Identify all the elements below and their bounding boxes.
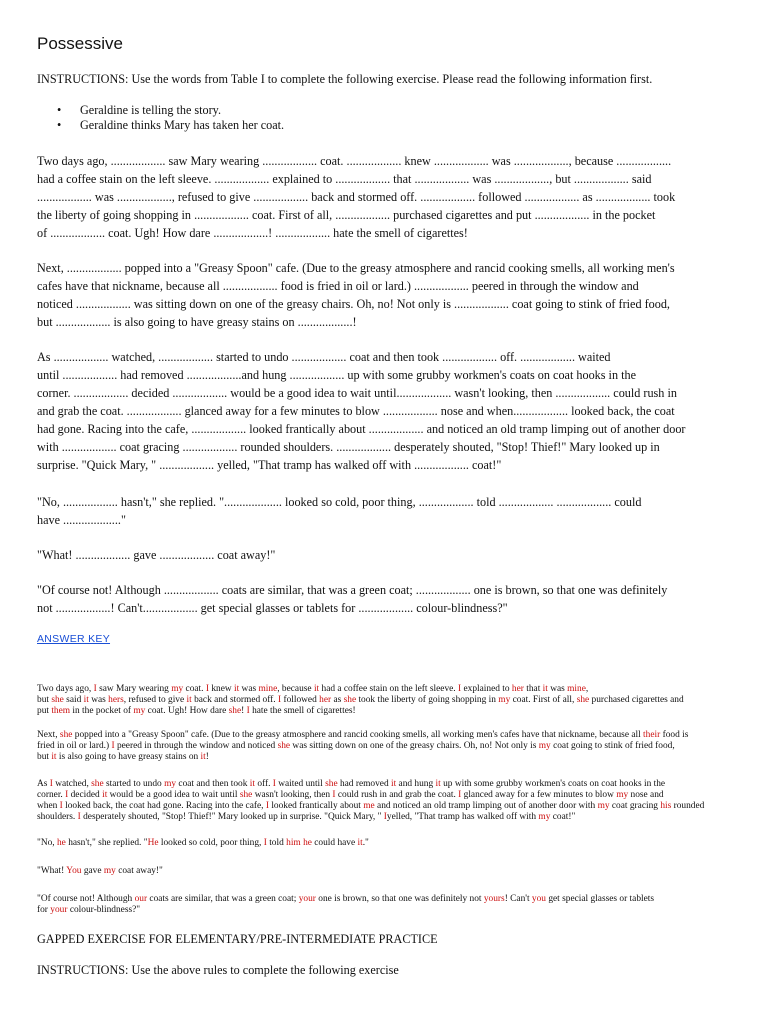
answer-word: I <box>458 684 462 694</box>
answer-key-link[interactable]: ANSWER KEY <box>37 633 111 645</box>
answer-text: looked back, the coat had gone. Racing into the cafe, <box>62 801 266 811</box>
answer-text: gave <box>81 866 104 876</box>
answer-line <box>37 801 757 812</box>
answer-word: it <box>249 779 255 789</box>
answer-word: I <box>49 779 53 789</box>
answer-paragraph-2 <box>37 730 757 763</box>
answer-word: my <box>103 866 116 876</box>
answer-text: and noticed an old tramp limping out of another door with <box>374 801 598 811</box>
answer-text: started to undo <box>103 779 165 789</box>
answer-line <box>37 894 757 905</box>
answer-text: could rush in and grab the coat. <box>335 790 459 800</box>
answer-text: when <box>37 801 60 811</box>
text-line: "What! .................. gave .................. coat away!" <box>37 548 276 562</box>
answer-word: You <box>66 866 82 876</box>
answer-word: he <box>56 838 66 848</box>
section-heading: GAPPED EXERCISE FOR ELEMENTARY/PRE-INTERMEDIATE PRACTICE <box>37 932 438 946</box>
answer-word: I <box>59 801 63 811</box>
section-instructions: INSTRUCTIONS: Use the above rules to complete the following exercise <box>37 963 399 977</box>
answer-text: get special glasses or tablets <box>545 894 655 904</box>
exercise-paragraph-6 <box>37 581 753 617</box>
answer-text: was <box>239 684 259 694</box>
answer-text: was <box>547 684 568 694</box>
answer-text: coat!" <box>550 812 576 822</box>
answer-word: it <box>233 684 240 694</box>
answer-text: , because <box>277 684 314 694</box>
answer-word: yours <box>483 894 505 904</box>
answer-word: she <box>576 695 590 705</box>
answer-text: off. <box>254 779 273 789</box>
answer-word: my <box>498 695 511 705</box>
answer-text: coat and then took <box>176 779 250 789</box>
answer-line <box>37 905 757 916</box>
answer-word: my <box>171 684 184 694</box>
answer-text: waited until <box>275 779 326 789</box>
answer-text: looked so cold, poor thing, <box>158 838 264 848</box>
answer-text: as <box>331 695 344 705</box>
text-line: surprise. "Quick Mary, " .................. yelled, "That tramp has walked off with .................. coat!" <box>37 458 502 472</box>
answer-text: coat gracing <box>609 801 661 811</box>
answer-line <box>37 838 757 849</box>
answer-text: told <box>266 838 287 848</box>
answer-text: coat away!" <box>115 866 163 876</box>
answer-word: mine <box>567 684 586 694</box>
info-bullet-list <box>37 103 284 133</box>
answer-text: , <box>585 684 589 694</box>
answer-text: desperately shouted, "Stop! Thief!" Mary looked up in surprise. "Quick Mary, " <box>80 812 384 822</box>
exercise-paragraph-2 <box>37 259 753 331</box>
answer-word: it <box>542 684 548 694</box>
text-line: until .................. had removed ..................and hung .................. up with some grubby workmen's coats on coat hooks in the <box>37 368 636 382</box>
answer-text: put <box>37 706 52 716</box>
exercise-paragraph-5 <box>37 546 753 564</box>
answer-word: your <box>298 894 316 904</box>
answer-text: ! <box>241 706 247 716</box>
answer-word: he <box>303 838 312 848</box>
answer-word: their <box>643 730 661 740</box>
answer-line <box>37 866 757 877</box>
answer-word: I <box>65 790 69 800</box>
answer-word: she <box>91 779 104 789</box>
answer-word: it <box>83 695 89 705</box>
answer-word: she <box>239 790 253 800</box>
answer-word: my <box>597 801 610 811</box>
answer-text: peered in through the window and noticed <box>114 741 278 751</box>
answer-text: watched, <box>52 779 92 789</box>
text-line: "No, .................. hasn't," she replied. "................... looked so cold, poor thing, .................. told .................. .................. could <box>37 495 642 509</box>
answer-text: said <box>63 695 84 705</box>
bullet-item: • Geraldine is telling the story. <box>37 103 284 118</box>
answer-word: them <box>51 706 71 716</box>
answer-text: ." <box>362 838 369 848</box>
answer-text: could have <box>311 838 358 848</box>
text-line: Two days ago, .................. saw Mary wearing .................. coat. .................. knew .................. was .................., because .................. <box>37 154 672 168</box>
answer-line <box>37 706 757 717</box>
text-line: Next, .................. popped into a "Greasy Spoon" cafe. (Due to the greasy atmosphere and rancid cooking smells, all working men's <box>37 261 675 275</box>
text-line: .................. was .................., refused to give .................. back and stormed off. .................. followed .................. as .................. took <box>37 190 676 204</box>
text-line: had gone. Racing into the cafe, .................. looked frantically about .................. and noticed an old tramp limping out of another door <box>37 422 686 436</box>
answer-text: food is <box>660 730 689 740</box>
text-line: cafes have that nickname, because all .................. food is fried in oil or lard.) .................. peered in through the window and <box>37 279 639 293</box>
answer-text: coats are similar, that was a green coat; <box>147 894 299 904</box>
answer-word: it <box>390 779 397 789</box>
text-line: noticed .................. was sitting down on one of the greasy chairs. Oh, no! Not only is .................. coat going to stink of fried food, <box>37 297 670 311</box>
answer-word: it <box>186 695 192 705</box>
answer-word: our <box>134 894 148 904</box>
answer-text: is also going to have greasy stains on <box>56 752 201 762</box>
answer-text: Two days ago, <box>37 684 94 694</box>
answer-word: I <box>383 812 387 822</box>
answer-text: As <box>37 779 50 789</box>
answer-word: she <box>59 730 73 740</box>
answer-word: I <box>458 790 462 800</box>
answer-word: she <box>51 695 64 705</box>
answer-text: was <box>88 695 109 705</box>
answer-word: my <box>538 812 551 822</box>
answer-word: his <box>660 801 672 811</box>
answer-text: ! <box>205 752 209 762</box>
answer-text: knew <box>208 684 234 694</box>
answer-text: "No, <box>37 838 57 848</box>
answer-word: she <box>228 706 242 716</box>
answer-text: hate the smell of cigarettes! <box>249 706 356 716</box>
answer-text: back and stormed off. <box>191 695 278 705</box>
answer-paragraph-4 <box>37 838 757 849</box>
answer-line <box>37 730 757 741</box>
answer-text: coat going to stink of fried food, <box>550 741 675 751</box>
answer-word: my <box>538 741 551 751</box>
answer-word: it <box>51 752 57 762</box>
answer-line <box>37 790 757 801</box>
answer-text: and hung <box>396 779 436 789</box>
text-line: not ..................! Can't.................. get special glasses or tablets for .................. colour-blindness?" <box>37 601 508 615</box>
answer-text: glanced away for a few minutes to blow <box>461 790 617 800</box>
exercise-paragraph-3 <box>37 348 753 474</box>
answer-word: I <box>111 741 115 751</box>
answer-word: I <box>332 790 336 800</box>
answer-paragraph-3 <box>37 779 757 823</box>
answer-text: saw Mary wearing <box>96 684 172 694</box>
answer-text: coat. Ugh! How dare <box>145 706 229 716</box>
answer-text: would be a good idea to wait until <box>107 790 240 800</box>
answer-text: coat. First of all, <box>510 695 577 705</box>
answer-word: I <box>246 706 250 716</box>
answer-text: yelled, "That tramp has walked off with <box>386 812 539 822</box>
answer-word: my <box>133 706 146 716</box>
text-line: of .................. coat. Ugh! How dare ..................! .................. hate the smell of cigarettes! <box>37 226 468 240</box>
answer-word: hers <box>108 695 124 705</box>
text-line: with .................. coat gracing .................. rounded shoulders. .................. desperately shouted, "Stop! Thief!" Mary looked up in <box>37 440 660 454</box>
answer-text: took the liberty of going shopping in <box>356 695 499 705</box>
answer-text: colour-blindness?" <box>67 905 141 915</box>
answer-text: rounded <box>671 801 705 811</box>
answer-line <box>37 812 757 823</box>
answer-word: He <box>147 838 159 848</box>
answer-text: looked frantically about <box>268 801 364 811</box>
answer-text: , refused to give <box>123 695 187 705</box>
text-line: the liberty of going shopping in .................. coat. First of all, .................. purchased cigarettes and put .................. in the pocket <box>37 208 656 222</box>
answer-text: decided <box>68 790 103 800</box>
answer-line <box>37 741 757 752</box>
answer-text: but <box>37 695 52 705</box>
answer-text: ! Can't <box>504 894 532 904</box>
answer-word: I <box>263 838 267 848</box>
text-line: "Of course not! Although .................. coats are similar, that was a green coat; .................. one is brown, so that one was definitely <box>37 583 668 597</box>
answer-text: hasn't," she replied. " <box>65 838 148 848</box>
answer-line <box>37 752 757 763</box>
answer-word: it <box>200 752 206 762</box>
text-line: have ..................." <box>37 513 126 527</box>
answer-text: was sitting down on one of the greasy chairs. Oh, no! Not only is <box>290 741 539 751</box>
answer-word: me <box>363 801 375 811</box>
answer-text: followed <box>281 695 320 705</box>
answer-text: coat. <box>183 684 206 694</box>
answer-text: purchased cigarettes and <box>589 695 684 705</box>
answer-text: that <box>523 684 543 694</box>
exercise-paragraph-1 <box>37 152 753 242</box>
answer-word: mine <box>258 684 278 694</box>
answer-text: but <box>37 752 52 762</box>
answer-word: it <box>102 790 108 800</box>
answer-word: I <box>265 801 269 811</box>
text-line: corner. .................. decided .................. would be a good idea to wait until.................. wasn't looking, then .................. could rush in <box>37 386 677 400</box>
instructions-text: INSTRUCTIONS: Use the words from Table I to complete the following exercise. Please read the following information first. <box>37 72 653 86</box>
answer-line <box>37 684 757 695</box>
text-line: had a coffee stain on the left sleeve. .................. explained to .................. that .................. was .................., but .................. said <box>37 172 652 186</box>
answer-text: shoulders. <box>37 812 78 822</box>
answer-text: had a coffee stain on the left sleeve. <box>319 684 458 694</box>
answer-word: she <box>277 741 291 751</box>
answer-text: one is brown, so that one was definitely not <box>315 894 484 904</box>
answer-line <box>37 695 757 706</box>
answer-word: she <box>325 779 338 789</box>
text-line: but .................. is also going to have greasy stains on ..................! <box>37 315 357 329</box>
exercise-paragraph-4 <box>37 493 753 529</box>
answer-word: she <box>343 695 357 705</box>
answer-text: up with some grubby workmen's coats on coat hooks in the <box>440 779 666 789</box>
answer-text: "What! <box>37 866 67 876</box>
answer-text: corner. <box>37 790 66 800</box>
answer-paragraph-6 <box>37 894 757 916</box>
answer-word: it <box>435 779 441 789</box>
answer-text: fried in oil or lard.) <box>37 741 112 751</box>
answer-text: had removed <box>337 779 391 789</box>
answer-word: my <box>616 790 629 800</box>
answer-text: Next, <box>37 730 60 740</box>
answer-word: it <box>313 684 320 694</box>
answer-word: I <box>272 779 276 789</box>
answer-text: in the pocket of <box>70 706 134 716</box>
answer-word: I <box>277 695 282 705</box>
page-title: Possessive <box>37 34 123 53</box>
answer-paragraph-5 <box>37 866 757 877</box>
answer-text: wasn't looking, then <box>252 790 333 800</box>
answer-word: him <box>286 838 301 848</box>
bullet-item: • Geraldine thinks Mary has taken her coat. <box>37 118 284 133</box>
answer-word: her <box>319 695 332 705</box>
answer-word: my <box>164 779 177 789</box>
answer-paragraph-1 <box>37 684 757 717</box>
text-line: As .................. watched, .................. started to undo .................. coat and then took .................. off. .................. waited <box>37 350 611 364</box>
answer-word: I <box>77 812 81 822</box>
answer-word: her <box>511 684 524 694</box>
text-line: and grab the coat. .................. glanced away for a few minutes to blow .................. nose and when.................. looked back, the coat <box>37 404 675 418</box>
answer-word: your <box>50 905 68 915</box>
answer-word: you <box>531 894 546 904</box>
answer-text: popped into a "Greasy Spoon" cafe. (Due to the greasy atmosphere and rancid cooking smells, all working men's cafes have that nickname, because all <box>72 730 644 740</box>
answer-text: for <box>37 905 51 915</box>
answer-text: nose and <box>628 790 664 800</box>
answer-text: "Of course not! Although <box>37 894 135 904</box>
answer-text: explained to <box>461 684 512 694</box>
answer-line <box>37 779 757 790</box>
answer-word: it <box>357 838 363 848</box>
answer-word: I <box>205 684 209 694</box>
answer-word: I <box>93 684 97 694</box>
